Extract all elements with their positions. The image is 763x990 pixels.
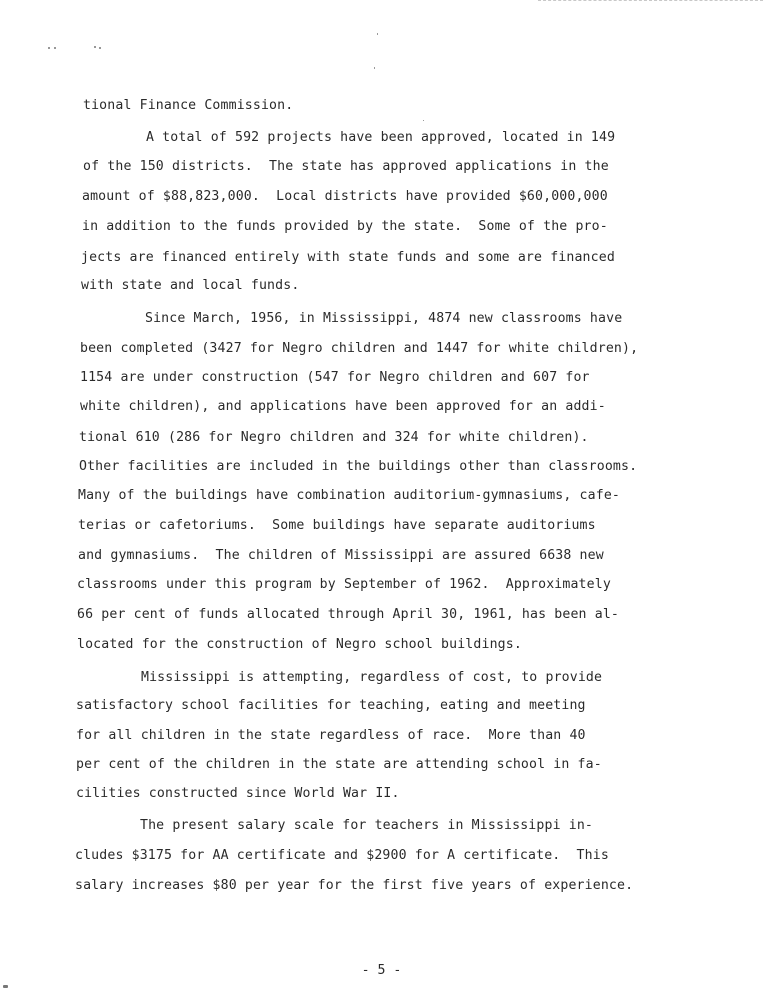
scan-speck (54, 47, 56, 49)
scan-speck (377, 33, 378, 35)
text-line-15: terias or cafetoriums. Some buildings have separate auditoriums (78, 518, 596, 533)
text-line-13: Other facilities are included in the buildings other than classrooms. (79, 459, 638, 474)
text-line-11: white children), and applications have been approved for an addi- (80, 399, 606, 414)
scan-speck (423, 120, 424, 121)
text-line-10: 1154 are under construction (547 for Negro children and 607 for (80, 370, 590, 385)
page-number: - 5 - (361, 963, 402, 978)
text-line-5: in addition to the funds provided by the state. Some of the pro- (82, 219, 608, 234)
text-line-20: Mississippi is attempting, regardless of cost, to provide (141, 670, 603, 685)
text-line-1: tional Finance Commission. (83, 98, 294, 113)
text-line-25: The present salary scale for teachers in Mississippi in- (140, 818, 594, 833)
text-line-18: 66 per cent of funds allocated through April 30, 1961, has been al- (77, 607, 619, 622)
text-line-2: A total of 592 projects have been approved, located in 149 (146, 130, 616, 145)
scan-speck (374, 67, 375, 69)
top-dashed-edge (538, 0, 763, 4)
scan-speck (94, 46, 96, 48)
text-line-17: classrooms under this program by September of 1962. Approximately (77, 577, 611, 592)
text-line-8: Since March, 1956, in Mississippi, 4874 new classrooms have (145, 311, 623, 326)
scan-speck (48, 47, 50, 49)
text-line-12: tional 610 (286 for Negro children and 324 for white children). (79, 430, 589, 445)
text-line-21: satisfactory school facilities for teaching, eating and meeting (76, 698, 586, 713)
text-line-19: located for the construction of Negro school buildings. (77, 637, 522, 652)
text-line-23: per cent of the children in the state are attending school in fa- (76, 757, 602, 772)
text-line-14: Many of the buildings have combination auditorium-gymnasiums, cafe- (78, 488, 620, 503)
text-line-24: cilities constructed since World War II. (76, 786, 400, 801)
text-line-22: for all children in the state regardless of race. More than 40 (76, 728, 586, 743)
text-line-3: of the 150 districts. The state has approved applications in the (83, 159, 609, 174)
text-line-7: with state and local funds. (81, 278, 300, 293)
text-line-26: cludes $3175 for AA certificate and $2900 for A certificate. This (75, 848, 609, 863)
text-line-9: been completed (3427 for Negro children and 1447 for white children), (80, 341, 639, 356)
scan-speck (99, 47, 101, 49)
scan-speck (3, 985, 8, 988)
text-line-27: salary increases $80 per year for the first five years of experience. (75, 878, 634, 893)
text-line-16: and gymnasiums. The children of Mississippi are assured 6638 new (78, 548, 604, 563)
text-line-6: jects are financed entirely with state funds and some are financed (81, 250, 615, 265)
text-line-4: amount of $88,823,000. Local districts have provided $60,000,000 (82, 189, 608, 204)
